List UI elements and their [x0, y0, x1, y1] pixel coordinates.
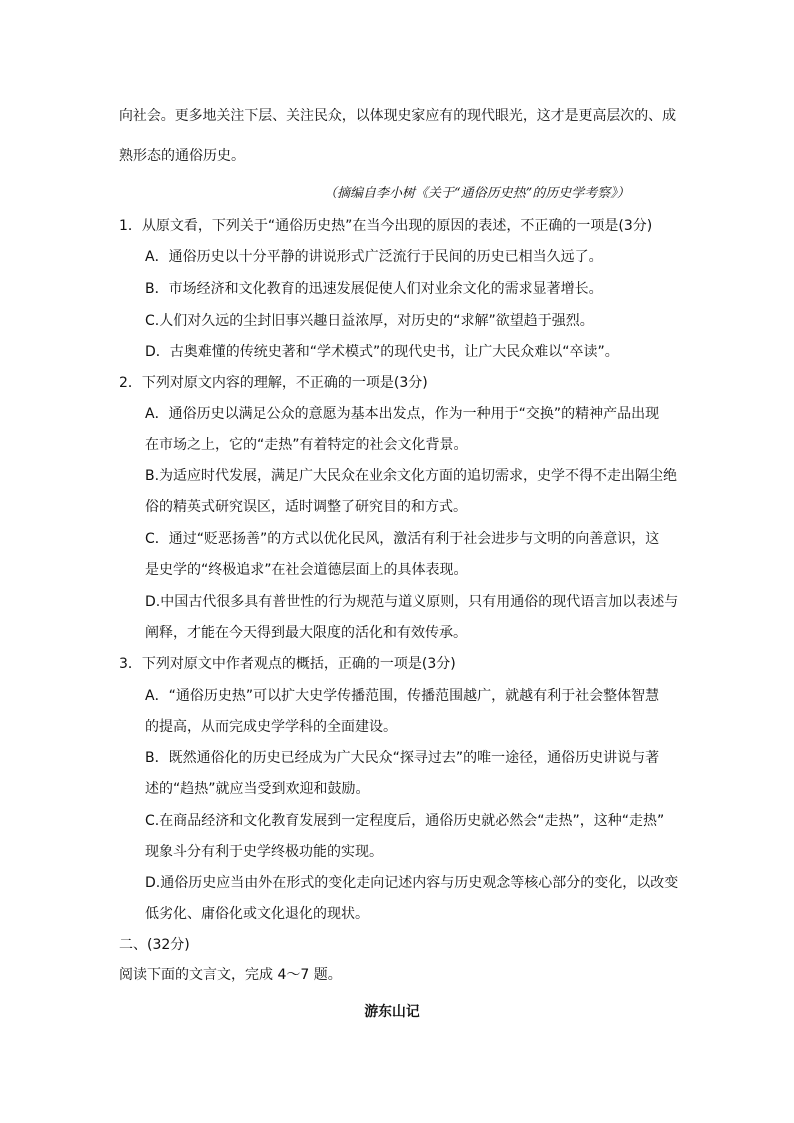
- section-2-instruction: 阅读下面的文言文，完成 4～7 题。: [119, 967, 342, 983]
- passage-line-2: 熟形态的通俗历史。: [119, 148, 245, 164]
- question-2-option-c-line-2: 是史学的“终极追求”在社会道德层面上的具体表现。: [145, 562, 468, 578]
- question-1-stem: 1．从原文看，下列关于“通俗历史热”在当今出现的原因的表述，不正确的一项是(3分): [119, 218, 653, 234]
- question-2-stem: 2．下列对原文内容的理解，不正确的一项是(3分): [119, 375, 428, 391]
- question-1-option-b: B．市场经济和文化教育的迅速发展促使人们对业余文化的需求显著增长。: [145, 281, 603, 297]
- passage-title: 游东山记: [364, 1004, 420, 1020]
- question-2-option-d-line-2: 阐释，才能在今天得到最大限度的活化和有效传承。: [145, 625, 467, 641]
- question-1-option-d: D．古奥难懂的传统史著和“学术模式”的现代史书，让广大民众难以“卒读”。: [145, 344, 619, 360]
- question-1-option-a: A．通俗历史以十分平静的讲说形式广泛流行于民间的历史已相当久远了。: [145, 249, 603, 265]
- question-3-option-b-line-1: B．既然通俗化的历史已经成为广大民众“探寻过去”的唯一途径，通俗历史讲说与著: [145, 750, 660, 766]
- question-1-option-c: C.人们对久远的尘封旧事兴趣日益浓厚，对历史的“求解”欲望趋于强烈。: [145, 313, 594, 329]
- question-3-option-d-line-1: D.通俗历史应当由外在形式的变化走向记述内容与历史观念等核心部分的变化，以改变: [145, 875, 679, 891]
- question-3-option-a-line-2: 的提高，从而完成史学学科的全面建设。: [145, 719, 397, 735]
- question-3-option-c-line-1: C.在商品经济和文化教育发展到一定程度后，通俗历史就必然会“走热”，这种“走热”: [145, 813, 665, 829]
- question-3-option-b-line-2: 述的“趋热”就应当受到欢迎和鼓励。: [145, 781, 370, 797]
- question-3-option-a-line-1: A．“通俗历史热”可以扩大史学传播范围，传播范围越广，就越有利于社会整体智慧: [145, 688, 660, 704]
- section-2-heading: 二、(32分): [119, 937, 190, 953]
- passage-citation: （摘编自李小树《关于“通俗历史热”的历史学考察》）: [324, 186, 630, 201]
- question-3-option-d-line-2: 低劣化、庸俗化或文化退化的现状。: [145, 906, 369, 922]
- passage-line-1: 向社会。更多地关注下层、关注民众，以体现史家应有的现代眼光，这才是更高层次的、成: [119, 108, 676, 124]
- question-2-option-a-line-1: A．通俗历史以满足公众的意愿为基本出发点，作为一种用于“交换”的精神产品出现: [145, 406, 660, 422]
- question-3-option-c-line-2: 现象斗分有利于史学终极功能的实现。: [145, 844, 383, 860]
- question-3-stem: 3．下列对原文中作者观点的概括，正确的一项是(3分): [119, 656, 456, 672]
- question-2-option-b-line-2: 俗的精英式研究误区，适时调整了研究目的和方式。: [145, 499, 467, 515]
- question-2-option-a-line-2: 在市场之上，它的“走热”有着特定的社会文化背景。: [145, 437, 468, 453]
- question-2-option-b-line-1: B.为适应时代发展，满足广大民众在业余文化方面的追切需求，史学不得不走出隔尘绝: [145, 468, 678, 484]
- question-2-option-c-line-1: C．通过“贬恶扬善”的方式以优化民风，激活有利于社会进步与文明的向善意识，这: [145, 531, 660, 547]
- question-2-option-d-line-1: D.中国古代很多具有普世性的行为规范与道义原则，只有用通俗的现代语言加以表述与: [145, 594, 679, 610]
